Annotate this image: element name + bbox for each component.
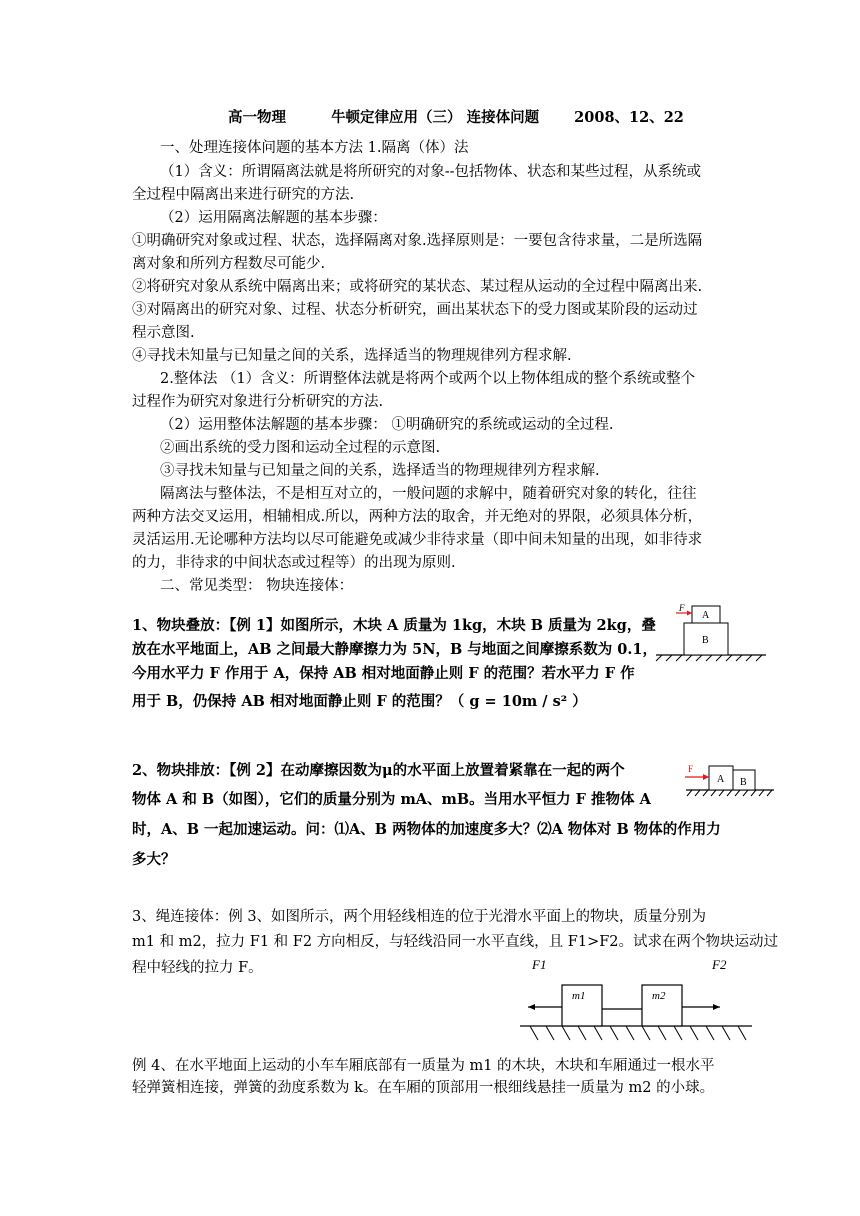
- figure-side-by-side-blocks: [682, 757, 778, 801]
- example1-line: 用于 B，仍保持 AB 相对地面静止则 F 的范围？（ g = 10m / s² ）: [132, 693, 587, 710]
- fig2-label-B: B: [740, 777, 747, 788]
- example2-line: 多大？: [132, 851, 176, 868]
- example4-line: 例 4、在水平地面上运动的小车车厢底部有一质量为 m1 的木块，木块和车厢通过一根水平: [132, 1058, 715, 1074]
- example4-line: 轻弹簧相连接，弹簧的劲度系数为 k。在车厢的顶部用一根细线悬挂一质量为 m2 的小球。: [132, 1080, 715, 1096]
- body-line: 2.整体法 （1）含义：所谓整体法就是将两个或两个以上物体组成的整个系统或整个: [160, 371, 696, 387]
- example1-line: 1、物块叠放：【例 1】如图所示，木块 A 质量为 1kg，木块 B 质量为 2kg，叠: [132, 617, 656, 634]
- fig3-label-F2: F2: [712, 957, 727, 972]
- body-line: （1）含义：所谓隔离法就是将所研究的对象--包括物体、状态和某些过程，从系统或: [160, 164, 702, 180]
- fig1-label-A: A: [702, 610, 710, 621]
- page-title: [228, 106, 684, 127]
- body-line: （2）运用整体法解题的基本步骤： ①明确研究的系统或运动的全过程.: [160, 417, 614, 433]
- body-line: 离对象和所列方程数尽可能少.: [132, 256, 326, 272]
- body-line: 隔离法与整体法，不是相互对立的，一般问题的求解中，随着研究对象的转化，往往: [160, 486, 697, 502]
- body-line: ③寻找未知量与已知量之间的关系，选择适当的物理规律列方程求解.: [160, 463, 600, 479]
- title-date: 2008、12、22: [574, 109, 684, 126]
- example1-line: 放在水平地面上，AB 之间最大静摩擦力为 5N，B 与地面之间摩擦系数为 0.1，: [132, 641, 658, 658]
- body-line: 两种方法交叉运用，相辅相成.所以，两种方法的取舍，并无绝对的界限，必须具体分析，: [132, 509, 703, 525]
- body-line: 过程作为研究对象进行分析研究的方法.: [132, 394, 384, 410]
- body-line: ①明确研究对象或过程、状态，选择隔离对象.选择原则是：一要包含待求量，二是所选隔: [132, 233, 703, 249]
- body-line: ②将研究对象从系统中隔离出来；或将研究的某状态、某过程从运动的全过程中隔离出来.: [132, 279, 703, 295]
- body-line: ③对隔离出的研究对象、过程、状态分析研究，画出某状态下的受力图或某阶段的运动过: [132, 302, 698, 318]
- example1-line: 今用水平力 F 作用于 A，保持 AB 相对地面静止则 F 的范围？若水平力 F 作: [132, 665, 635, 682]
- figure-rope-connected-blocks: [516, 953, 756, 1049]
- title-topic: 牛顿定律应用（三） 连接体问题: [331, 109, 540, 126]
- body-line: 全过程中隔离出来进行研究的方法.: [132, 187, 355, 203]
- body-line: ②画出系统的受力图和运动全过程的示意图.: [160, 440, 441, 456]
- example3-line: 程中轻线的拉力 F。: [132, 960, 263, 976]
- body-line: ④寻找未知量与已知量之间的关系，选择适当的物理规律列方程求解.: [132, 348, 572, 364]
- example2-line: 时，A、B 一起加速运动。问：⑴A、B 两物体的加速度多大？⑵A 物体对 B 物体的作用力: [132, 821, 721, 838]
- title-subject: 高一物理: [228, 109, 286, 126]
- section-heading: 二、常见类型： 物块连接体：: [160, 578, 354, 594]
- example2-line: 物体 A 和 B（如图），它们的质量分别为 mA、mB。当用水平恒力 F 推物体 A: [132, 791, 651, 808]
- body-line: （2）运用隔离法解题的基本步骤：: [160, 210, 387, 226]
- fig1-label-B: B: [702, 635, 709, 646]
- body-line: 一、处理连接体问题的基本方法 1.隔离（体）法: [160, 140, 469, 156]
- fig3-label-F1: F1: [532, 957, 547, 972]
- fig2-label-F: F: [688, 764, 694, 774]
- body-line: 灵活运用.无论哪种方法均以尽可能避免或减少非待求量（即中间未知量的出现，如非待求: [132, 532, 703, 548]
- example3-line: 3、绳连接体：例 3、如图所示，两个用轻线相连的位于光滑水平面上的物块，质量分别为: [132, 909, 707, 925]
- example2-line: 2、物块排放：【例 2】在动摩擦因数为μ的水平面上放置着紧靠在一起的两个: [132, 762, 625, 779]
- fig3-label-m1: m1: [572, 990, 586, 1002]
- fig1-label-F: F: [679, 603, 685, 613]
- example3-line: m1 和 m2，拉力 F1 和 F2 方向相反，与轻线沿同一水平直线，且 F1>F2。试求在两个物块运动过: [132, 934, 779, 950]
- fig2-label-A: A: [717, 774, 725, 785]
- body-line: 的力，非待求的中间状态或过程等）的出现为原则.: [132, 555, 456, 571]
- fig3-label-m2: m2: [652, 990, 666, 1002]
- body-line: 程示意图.: [132, 325, 195, 341]
- figure-stacked-blocks: [652, 601, 772, 663]
